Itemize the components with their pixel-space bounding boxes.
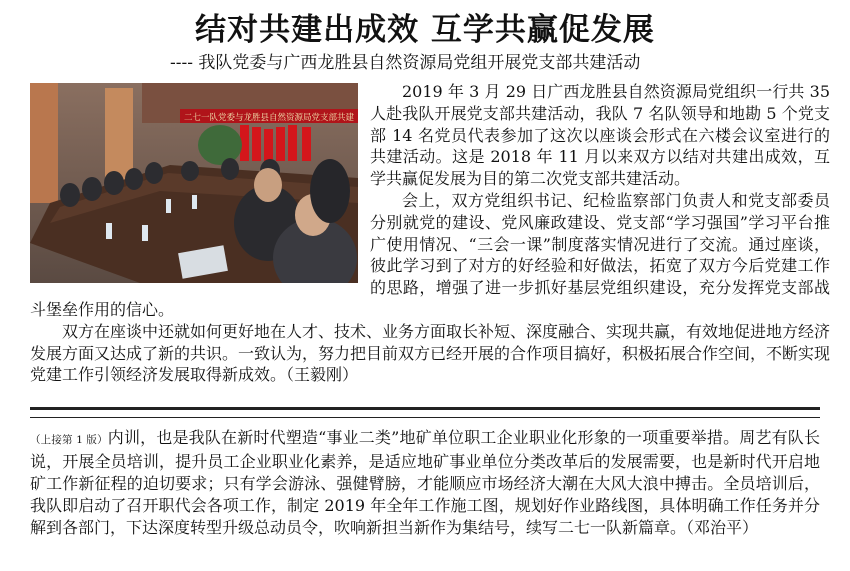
paragraph-1: 2019 年 3 月 29 日广西龙胜县自然资源局党组织一行共 35 人赴我队开展党支部共建活动，我队 7 名队领导和地勘 5 个党支部 14 名党员代表参加了这次以座谈会形式在六楼会议室进行的共建活动。这是 2018 年 11 月以来双方以结对共建出成效，互学共赢促发展为目的第二次党支部共建活动。 bbox=[370, 82, 830, 189]
article-title: 结对共建出成效 互学共赢促发展 bbox=[195, 12, 655, 48]
paragraph-2: 会上，双方党组织书记、纪检监察部门负责人和党支部委员分别就党的建设、党风廉政建设、党支部“学习强国”学习平台推广使用情况、“三会一课”制度落实情况进行了交流。通过座谈，彼此学习到了对方的好经验和好做法，拓宽了双方今后党建工作的思路，增强了进一步抓好基层党组织建设，充分发挥党支部战斗堡垒作用的信心。 bbox=[30, 190, 830, 319]
article-body bbox=[30, 81, 830, 386]
banner-text: 二七一队党委与龙胜县自然资源局党支部共建 bbox=[183, 113, 355, 123]
section-divider bbox=[30, 407, 820, 410]
continuation-section bbox=[30, 427, 820, 539]
continuation-label: （上接第 1 版） bbox=[30, 434, 108, 446]
article-subtitle: ---- 我队党委与广西龙胜县自然资源局党组开展党支部共建活动 bbox=[170, 53, 641, 73]
continuation-text: 内训，也是我队在新时代塑造“事业二类”地矿单位职工企业职业化形象的一项重要举措。周艺有队长说，开展全员培训，提升员工企业职业化素养，是适应地矿事业单位分类改革后的发展需要，也是新时代开启地矿工作新征程的迫切要求；只有学会游泳、强健臂膀，才能顺应市场经济大潮在大风大浪中搏击。全员培训后，我队即启动了召开职代会各项工作，制定 2019 年全年工作施工图，规划好作业路线图，具体明确工作任务并分解到各部门，下达深度转型升级总动员令，吹响新担当新作为集结号，续写二七一队新篇章。（邓治平） bbox=[30, 428, 820, 537]
paragraph-3: 双方在座谈中还就如何更好地在人才、技术、业务方面取长补短、深度融合、实现共赢，有效地促进地方经济发展方面又达成了新的共识。一致认为，努力把目前双方已经开展的合作项目搞好，积极拓展合作空间，不断实现党建工作引领经济发展取得新成效。（王毅刚） bbox=[30, 321, 831, 385]
section-divider-thin bbox=[30, 417, 820, 418]
